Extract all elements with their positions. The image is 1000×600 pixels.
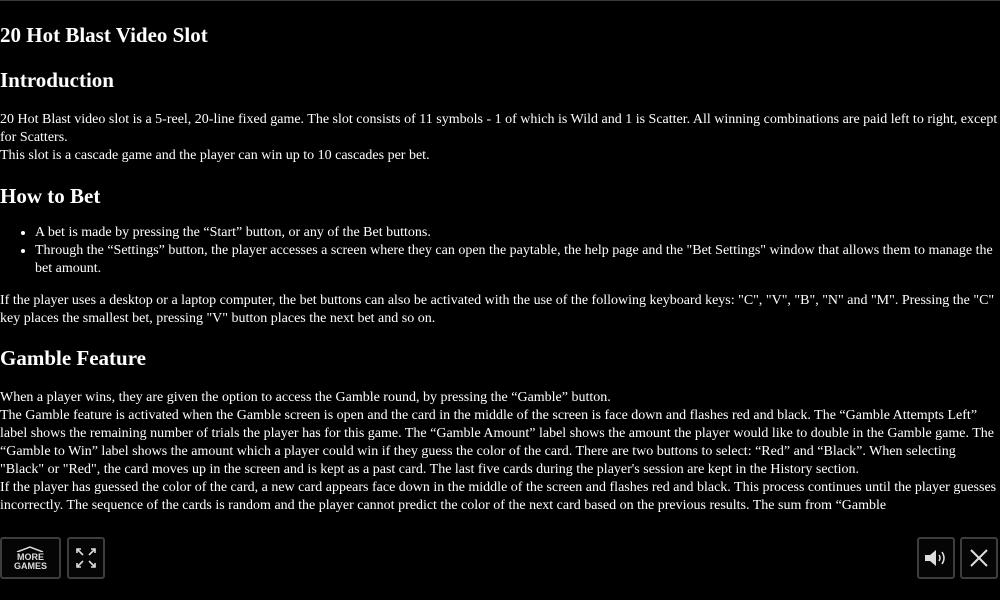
help-content <box>0 21 998 515</box>
fullscreen-button[interactable] <box>67 537 105 579</box>
gamble-text-2: The Gamble feature is activated when the Gamble screen is open and the card in the middle of the screen is face down and flashes red and black. The “Gamble Attempts Left” label shows the remaining number of trials the player has for this game. The “Gamble Amount” label shows the amount the player would like to double in the Gamble game. The “Gamble to Win” label shows the amount which a player could win if they guess the color of the card. There are two buttons to select: “Red” and “Black”. When selecting "Black" or "Red", the card moves up in the screen and is kept as a past card. The last five cards during the player's session are kept in the History section. <box>0 408 995 477</box>
gamble-paragraph <box>0 389 998 515</box>
list-item: • Through the “Settings” button, the player accesses a screen where they can open the paytable, the help page and the "Bet Settings" window that allows them to manage the bet amount. <box>35 242 998 278</box>
intro-heading: Introduction <box>0 68 114 92</box>
bet-heading: How to Bet <box>0 184 101 208</box>
intro-text-1: 20 Hot Blast video slot is a 5-reel, 20-line fixed game. The slot consists of 11 symbols - 1 of which is Wild and 1 is Scatter. All winning combinations are paid left to right, except for Scatters. <box>0 112 998 145</box>
more-games-label-1: MORE <box>16 551 44 562</box>
intro-paragraph <box>0 111 998 165</box>
bet-keys-paragraph: If the player uses a desktop or a laptop computer, the bet buttons can also be activated with the use of the following keyboard keys: "C", "V", "B", "N" and "M". Pressing the "C" key places the smallest bet, pressing "V" button places the next bet and so on. <box>0 293 995 326</box>
gamble-text-3: If the player has guessed the color of the card, a new card appears face down in the middle of the screen and flashes red and black. This process continues until the player guesses incorrectly. The sequence of the cards is random and the player cannot predict the color of the next card based on the previous results. The sum from “Gamble <box>0 480 997 513</box>
fullscreen-arrows-icon <box>75 547 97 569</box>
close-x-icon <box>968 547 990 569</box>
close-button[interactable] <box>960 537 998 579</box>
more-games-content <box>14 546 47 571</box>
bottom-toolbar <box>0 515 1000 600</box>
gamble-heading: Gamble Feature <box>0 346 146 370</box>
gamble-text-1: When a player wins, they are given the option to access the Gamble round, by pressing the “Gamble” button. <box>0 390 611 405</box>
more-games-button[interactable] <box>0 537 61 579</box>
speaker-icon <box>923 547 949 569</box>
more-games-label-2: GAMES <box>13 560 47 571</box>
page-title: 20 Hot Blast Video Slot <box>0 23 208 47</box>
bet-list <box>0 224 998 278</box>
sound-button[interactable] <box>917 537 955 579</box>
house-outline-icon <box>16 546 44 552</box>
intro-text-2: This slot is a cascade game and the player can win up to 10 cascades per bet. <box>0 148 430 163</box>
list-item: • A bet is made by pressing the “Start” button, or any of the Bet buttons. <box>35 224 998 242</box>
